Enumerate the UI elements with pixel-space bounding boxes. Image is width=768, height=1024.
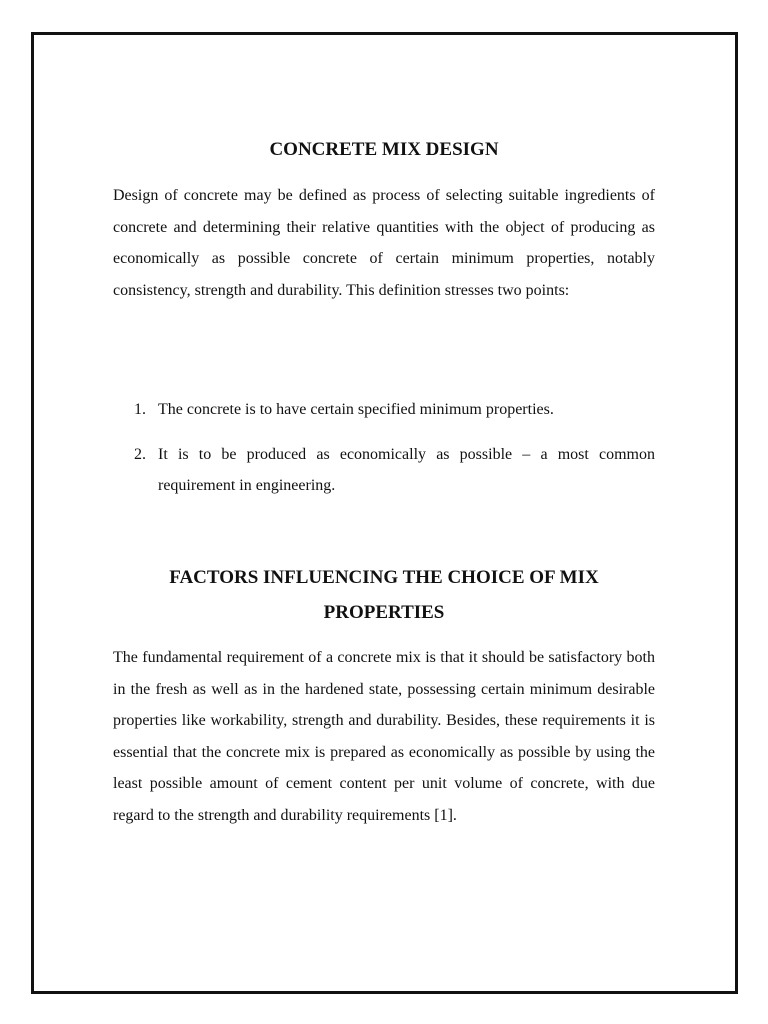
points-list — [113, 394, 655, 515]
heading-factors: FACTORS INFLUENCING THE CHOICE OF MIX PROPERTIES — [169, 567, 599, 623]
list-item-number: 2. — [134, 445, 146, 463]
list-item-text: The concrete is to have certain specified minimum properties. — [158, 401, 554, 418]
list-item-text: It is to be produced as economically as possible – a most common requirement in engineering. — [158, 445, 655, 494]
list-item — [113, 394, 655, 426]
paragraph-definition: Design of concrete may be defined as process of selecting suitable ingredients of concrete and determining their relative quantities with the object of producing as economically as possible concrete of certain minimum properties, notably consistency, strength and durability. This definition stresses two points: — [113, 187, 655, 299]
list-item-number: 1. — [134, 401, 146, 418]
paragraph-requirements: The fundamental requirement of a concrete mix is that it should be satisfactory both in the fresh as well as in the hardened state, possessing certain minimum desirable properties like workability, strength and durability. Besides, these requirements it is essential that the concrete mix is prepared as economically as possible by using the least possible amount of cement content per unit volume of concrete, with due regard to the strength and durability requirements [1]. — [113, 649, 655, 824]
list-item — [113, 439, 655, 502]
heading-concrete-mix-design: CONCRETE MIX DESIGN — [269, 139, 499, 160]
